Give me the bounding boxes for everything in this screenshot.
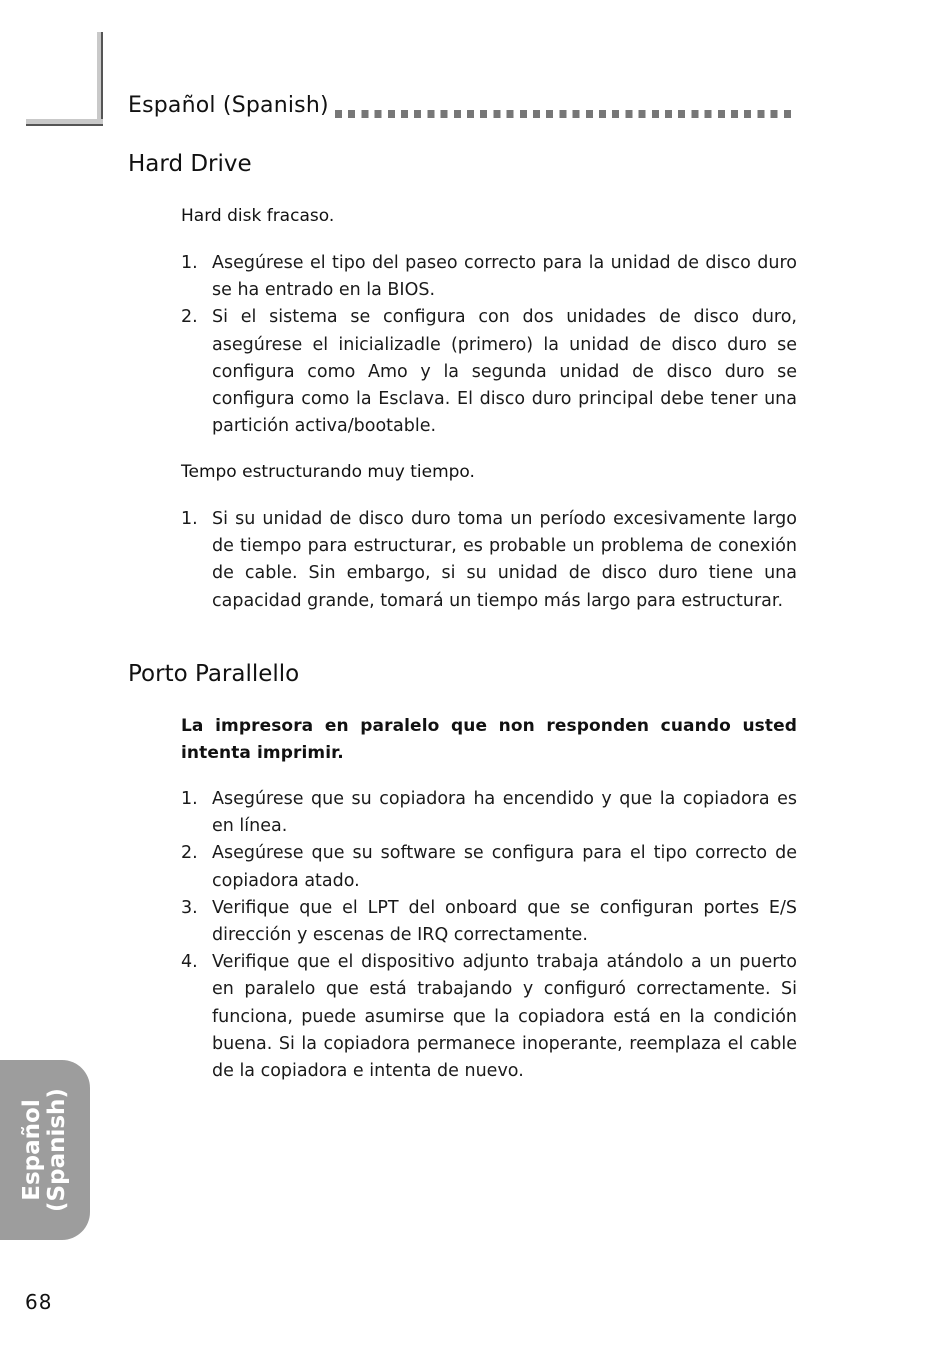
step-number: 3. xyxy=(181,897,198,918)
list-item xyxy=(181,786,797,840)
problem-hard-disk-failure xyxy=(181,203,797,230)
side-tab-label xyxy=(20,1088,70,1212)
steps-printer-not-responding xyxy=(181,786,797,1085)
list-item xyxy=(181,949,797,1085)
step-list xyxy=(181,250,797,440)
corner-mark-vertical xyxy=(97,32,103,124)
list-item xyxy=(181,895,797,949)
list-item xyxy=(181,506,797,615)
side-tab-line-2: (Spanish) xyxy=(44,1088,70,1212)
step-number: 1. xyxy=(181,509,198,529)
list-item xyxy=(181,250,797,304)
problem-printer-not-responding xyxy=(181,713,797,767)
dot-leader xyxy=(335,110,797,118)
step-text: Verifique que el dispositivo adjunto trabaja atándolo a un puerto en paralelo que está trabajando y configuró correctamente. Si funciona, puede asumirse que la copiadora está en la condición buena. Si la copiadora permanece inoperante, reemplaza el cable de la copiadora e intenta de nuevo. xyxy=(212,952,797,1082)
problem-heading: Tempo estructurando muy tiempo. xyxy=(181,462,475,482)
running-header xyxy=(128,93,798,125)
step-text: Si el sistema se configura con dos unidades de disco duro, asegúrese el inicializadle (primero) la unidad de disco duro se configura como Amo y la segunda unidad de disco duro se configura como la Esclava. El disco duro principal debe tener una partición activa/bootable. xyxy=(212,307,797,437)
step-text: Verifique que el LPT del onboard que se configuran portes E/S dirección y escenas de IRQ correctamente. xyxy=(212,897,797,946)
header-title: Español (Spanish) xyxy=(128,93,329,118)
step-number: 4. xyxy=(181,952,198,973)
problem-heading: La impresora en paralelo que non responden cuando usted intenta imprimir. xyxy=(181,716,797,763)
step-number: 2. xyxy=(181,843,198,864)
section-title-hard-drive: Hard Drive xyxy=(128,151,252,177)
step-number: 2. xyxy=(181,307,198,328)
step-number: 1. xyxy=(181,253,198,273)
side-tab-line-1: Español xyxy=(19,1099,45,1201)
step-list xyxy=(181,506,797,615)
step-text: Si su unidad de disco duro toma un período excesivamente largo de tiempo para estructurar, es probable un problema de conexión de cable. Sin embargo, si su unidad de disco duro tiene una capacidad grande, tomará un tiempo más largo para estructurar. xyxy=(212,509,797,611)
step-text: Asegúrese el tipo del paseo correcto para la unidad de disco duro se ha entrado en la BIOS. xyxy=(212,253,797,301)
step-text: Asegúrese que su software se configura para el tipo correcto de copiadora atado. xyxy=(212,843,797,891)
language-side-tab xyxy=(0,1060,90,1240)
list-item xyxy=(181,304,797,440)
step-list xyxy=(181,786,797,1085)
steps-format-time xyxy=(181,506,797,615)
step-number: 1. xyxy=(181,789,198,809)
section-title-parallel-port: Porto Parallello xyxy=(128,661,300,687)
list-item xyxy=(181,840,797,894)
problem-heading: Hard disk fracaso. xyxy=(181,206,335,226)
problem-format-time xyxy=(181,459,797,486)
page-number: 68 xyxy=(25,1290,53,1314)
step-text: Asegúrese que su copiadora ha encendido y que la copiadora es en línea. xyxy=(212,789,797,837)
steps-hard-disk-failure xyxy=(181,250,797,440)
corner-mark-horizontal xyxy=(26,119,103,126)
